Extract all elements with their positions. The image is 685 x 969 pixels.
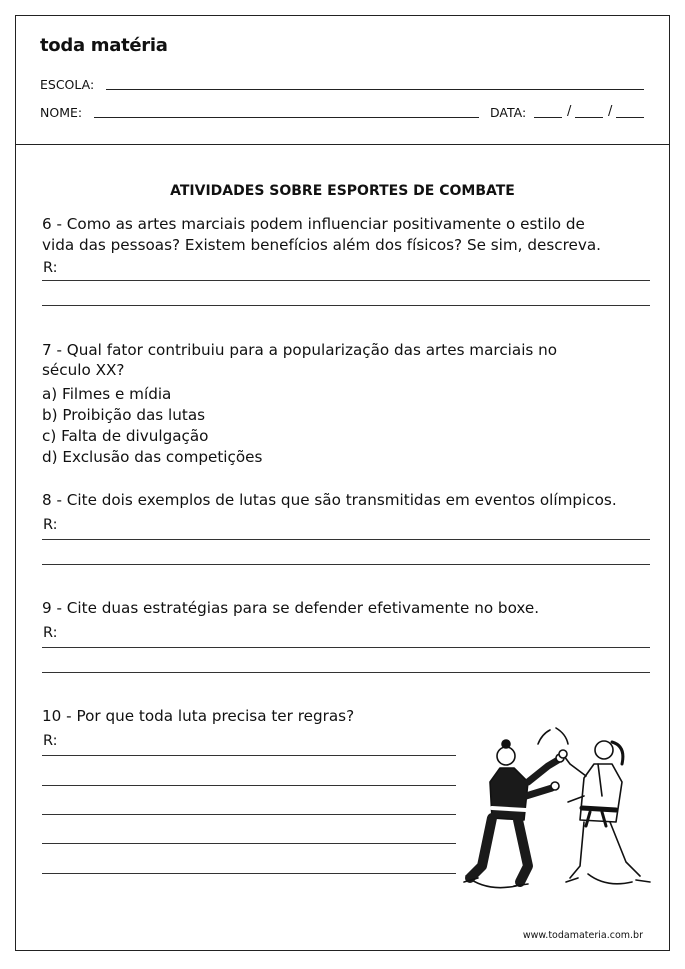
question-7-line-1: 7 - Qual fator contribuiu para a popularização das artes marciais no <box>42 341 558 359</box>
question-10-line-1: 10 - Por que toda luta precisa ter regras? <box>42 707 355 725</box>
question-8-line-1: 8 - Cite dois exemplos de lutas que são transmitidas em eventos olímpicos. <box>42 491 617 509</box>
date-label: DATA: <box>490 105 527 120</box>
answer-10-line[interactable] <box>42 843 456 844</box>
name-field[interactable] <box>94 117 479 118</box>
question-6-line-1: 6 - Como as artes marciais podem influenciar positivamente o estilo de <box>42 215 585 233</box>
answer-8-label: R: <box>43 517 58 533</box>
brand-logo: toda matéria <box>40 35 168 56</box>
answer-8-line[interactable] <box>42 539 650 540</box>
question-7-line-2: século XX? <box>42 361 125 379</box>
answer-8-line[interactable] <box>42 564 650 565</box>
answer-10-line[interactable] <box>42 873 456 874</box>
answer-6-label: R: <box>43 260 58 276</box>
answer-6-line[interactable] <box>42 280 650 281</box>
option-b[interactable]: b) Proibição das lutas <box>42 406 206 424</box>
answer-10-line[interactable] <box>42 785 456 786</box>
date-day-field[interactable] <box>534 117 562 118</box>
answer-6-line[interactable] <box>42 305 650 306</box>
option-c[interactable]: c) Falta de divulgação <box>42 427 209 445</box>
answer-9-label: R: <box>43 625 58 641</box>
answer-9-line[interactable] <box>42 672 650 673</box>
date-year-field[interactable] <box>616 117 644 118</box>
option-a[interactable]: a) Filmes e mídia <box>42 385 172 403</box>
answer-9-line[interactable] <box>42 647 650 648</box>
question-9-line-1: 9 - Cite duas estratégias para se defender efetivamente no boxe. <box>42 599 540 617</box>
header <box>16 16 669 145</box>
answer-10-line[interactable] <box>42 814 456 815</box>
worksheet <box>15 15 670 951</box>
name-label: NOME: <box>40 105 83 120</box>
martial-artists-illustration <box>456 716 656 906</box>
answer-10-line[interactable] <box>42 755 456 756</box>
date-separator: / <box>608 104 613 119</box>
school-label: ESCOLA: <box>40 77 95 92</box>
footer-url: www.todamateria.com.br <box>522 930 643 941</box>
date-month-field[interactable] <box>575 117 603 118</box>
question-6-line-2: vida das pessoas? Existem benefícios além dos físicos? Se sim, descreva. <box>42 236 601 254</box>
school-field[interactable] <box>106 89 644 90</box>
option-d[interactable]: d) Exclusão das competições <box>42 448 263 466</box>
answer-10-label: R: <box>43 733 58 749</box>
page-title: ATIVIDADES SOBRE ESPORTES DE COMBATE <box>170 183 515 199</box>
date-separator: / <box>567 104 572 119</box>
